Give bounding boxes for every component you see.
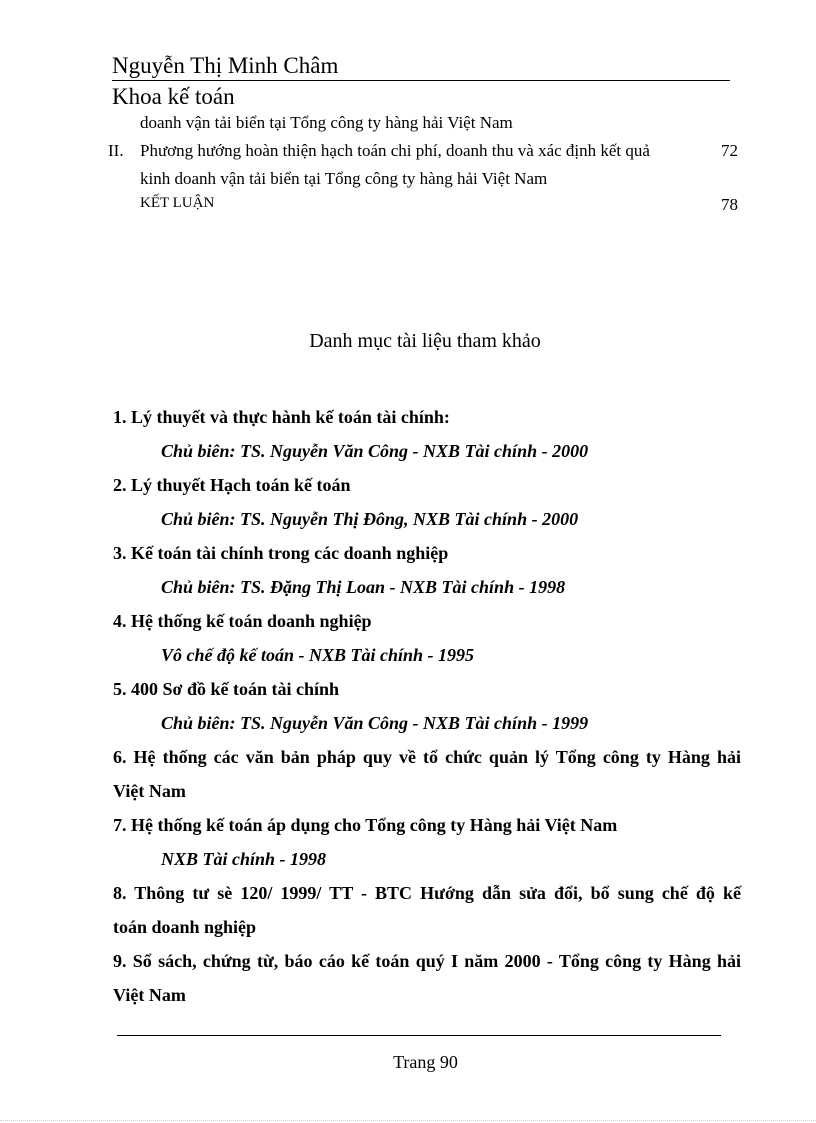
reference-title: 7. Hệ thống kế toán áp dụng cho Tổng công ty Hàng hải Việt Nam [113,815,618,835]
references-title: Danh mục tài liệu tham khảo [309,330,541,352]
toc-item-line: kinh doanh vận tải biển tại Tổng công ty hàng hải Việt Nam [140,169,548,188]
page-edge-dotted-line [0,1120,816,1121]
page-number: Trang 90 [393,1052,458,1072]
reference-title: 8. Thông tư sè 120/ 1999/ TT - BTC Hướng dẫn sửa đổi, bổ sung chế độ kế [113,883,741,903]
toc-item-line: Phương hướng hoàn thiện hạch toán chi phí, doanh thu và xác định kết quả [140,141,650,160]
header-divider [112,80,730,81]
header-author: Nguyễn Thị Minh Châm [112,53,339,78]
reference-source: Chủ biên: TS. Nguyễn Văn Công - NXB Tài chính - 2000 [161,441,589,461]
toc-conclusion-page: 78 [721,195,738,214]
reference-title-continued: Việt Nam [113,985,186,1005]
reference-title: 6. Hệ thống các văn bản pháp quy về tổ chức quản lý Tổng công ty Hàng hải [113,747,741,767]
header-department: Khoa kế toán [112,84,235,109]
reference-title-continued: toán doanh nghiệp [113,917,257,937]
reference-source: Chủ biên: TS. Nguyễn Văn Công - NXB Tài chính - 1999 [161,713,589,733]
references-list [113,400,741,1012]
reference-title: 3. Kế toán tài chính trong các doanh nghiệp [113,543,449,563]
reference-title: 5. 400 Sơ đồ kế toán tài chính [113,679,340,699]
reference-title: 4. Hệ thống kế toán doanh nghiệp [113,611,372,631]
toc-conclusion: KẾT LUẬN [140,195,215,211]
reference-title: 9. Sổ sách, chứng từ, báo cáo kế toán quý I năm 2000 - Tổng công ty Hàng hải [113,951,741,971]
reference-source: Chủ biên: TS. Nguyễn Thị Đông, NXB Tài chính - 2000 [161,509,579,529]
reference-title: 1. Lý thuyết và thực hành kế toán tài chính: [113,407,450,427]
reference-source: Vô chế độ kế toán - NXB Tài chính - 1995 [161,645,475,665]
toc-item-number: II. [108,141,124,160]
toc-item-page: 72 [721,141,738,160]
reference-source: Chủ biên: TS. Đặng Thị Loan - NXB Tài chính - 1998 [161,577,566,597]
reference-title: 2. Lý thuyết Hạch toán kế toán [113,475,351,495]
reference-title-continued: Việt Nam [113,781,186,801]
reference-source: NXB Tài chính - 1998 [161,849,327,869]
footer-divider [117,1035,721,1036]
toc-continued-line: doanh vận tải biển tại Tổng công ty hàng hải Việt Nam [140,113,513,132]
